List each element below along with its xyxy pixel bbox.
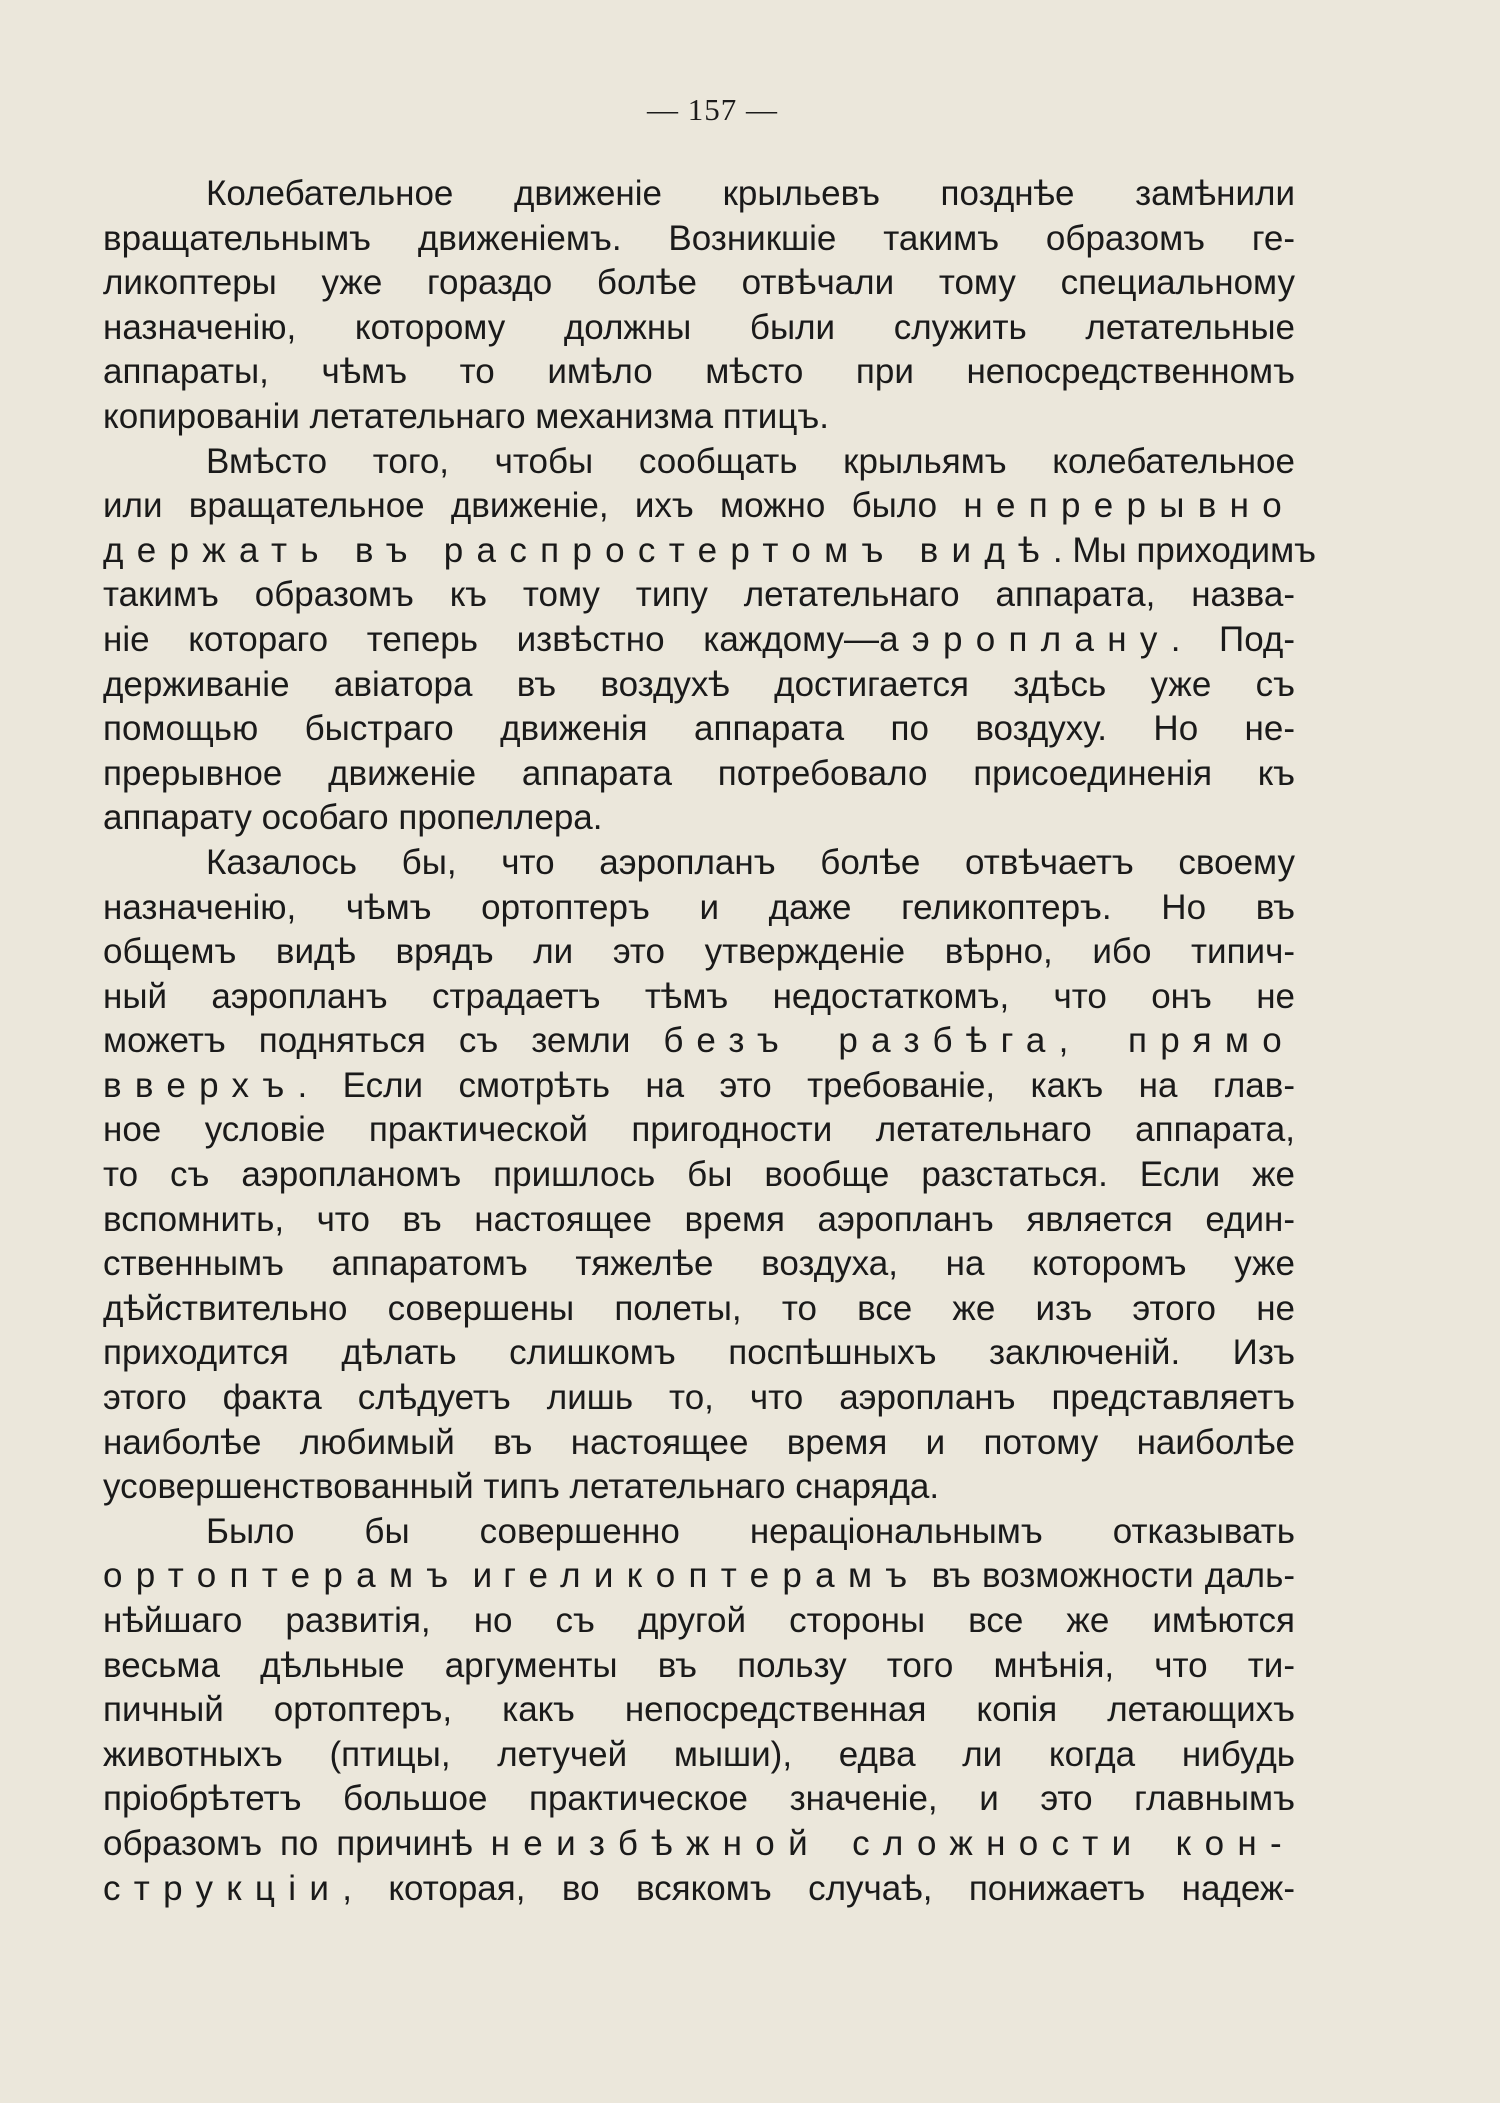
text-line bbox=[103, 975, 1295, 1020]
text-line bbox=[103, 1822, 1295, 1867]
spaced-emphasis-text: неизбѣжной сложности кон- bbox=[490, 1823, 1295, 1863]
text-line bbox=[103, 886, 1295, 931]
text-run: Казалось бы, что аэропланъ болѣе отвѣчаетъ своему bbox=[206, 842, 1295, 882]
body-text bbox=[103, 172, 1317, 1911]
text-line bbox=[103, 1599, 1295, 1644]
text-run: аппарату особаго пропеллера. bbox=[103, 798, 603, 838]
text-line bbox=[103, 350, 1295, 395]
text-line bbox=[103, 261, 1295, 306]
spaced-emphasis-text: безъ разбѣга, прямо bbox=[663, 1021, 1295, 1061]
spaced-emphasis-text: вверхъ bbox=[103, 1065, 298, 1105]
text-line bbox=[103, 1242, 1295, 1287]
text-run: Вмѣсто того, чтобы сообщать крыльямъ колебательное bbox=[206, 441, 1295, 481]
text-run: Было бы совершенно нерацiональнымъ отказывать bbox=[206, 1511, 1295, 1551]
text-run: можетъ подняться съ земли bbox=[103, 1021, 664, 1061]
text-line bbox=[103, 1644, 1295, 1689]
text-run: назначенiю, чѣмъ ортоптеръ и даже геликоптеръ. Но въ bbox=[103, 887, 1295, 927]
text-line bbox=[103, 1108, 1295, 1153]
text-line bbox=[103, 1287, 1295, 1332]
text-line bbox=[103, 1019, 1295, 1064]
text-run: ное условiе практической пригодности летательнаго аппарата, bbox=[103, 1110, 1295, 1150]
text-run: вспомнить, что въ настоящее время аэропланъ является един- bbox=[103, 1199, 1295, 1239]
text-run: и bbox=[461, 1556, 504, 1596]
paragraph bbox=[103, 1510, 1295, 1911]
text-run: животныхъ (птицы, летучей мыши), едва ли когда нибудь bbox=[103, 1734, 1295, 1774]
text-run: Колебательное движенiе крыльевъ позднѣе замѣнили bbox=[206, 174, 1295, 213]
text-run: пичный ортоптеръ, какъ непосредственная копiя летающихъ bbox=[103, 1690, 1295, 1730]
text-line bbox=[103, 1064, 1295, 1109]
text-run: усовершенствованный типъ летательнаго снаряда. bbox=[103, 1467, 940, 1507]
text-line bbox=[103, 841, 1295, 886]
text-line bbox=[103, 1421, 1295, 1466]
text-run: общемъ видѣ врядъ ли это утвержденiе вѣрно, ибо типич- bbox=[103, 932, 1295, 972]
text-line bbox=[103, 484, 1295, 529]
spaced-emphasis-text: непрерывно bbox=[963, 486, 1295, 526]
text-run: или вращательное движенiе, ихъ можно было bbox=[103, 486, 964, 526]
text-line bbox=[103, 1554, 1295, 1599]
text-run: ственнымъ аппаратомъ тяжелѣе воздуха, на которомъ уже bbox=[103, 1244, 1295, 1284]
text-line bbox=[103, 1777, 1295, 1822]
text-line bbox=[103, 440, 1295, 485]
page-number: — 157 — bbox=[647, 92, 778, 127]
text-line bbox=[103, 1331, 1295, 1376]
text-run: ный аэропланъ страдаетъ тѣмъ недостаткомъ, что онъ не bbox=[103, 976, 1295, 1016]
text-line bbox=[103, 796, 1295, 841]
text-line bbox=[103, 217, 1295, 262]
text-run: копированiи летательнаго механизма птицъ. bbox=[103, 396, 829, 436]
text-line bbox=[103, 172, 1295, 217]
text-run: прiобрѣтетъ большое практическое значенiе, и это главнымъ bbox=[103, 1779, 1295, 1819]
text-run: . Если смотрѣть на это требованiе, какъ на глав- bbox=[297, 1065, 1295, 1105]
text-line bbox=[103, 752, 1295, 797]
text-run: то съ аэропланомъ пришлось бы вообще разстаться. Если же bbox=[103, 1155, 1295, 1195]
text-run: образомъ по причинѣ bbox=[103, 1823, 491, 1863]
text-line bbox=[103, 395, 1295, 440]
paragraph bbox=[103, 841, 1295, 1510]
text-line bbox=[103, 573, 1295, 618]
text-line bbox=[103, 1733, 1295, 1778]
spaced-emphasis-text: ортоптерамъ bbox=[103, 1556, 462, 1596]
text-line bbox=[103, 529, 1317, 574]
text-run: весьма дѣльные аргументы въ пользу того мнѣнiя, что ти- bbox=[103, 1645, 1295, 1685]
text-run: наиболѣе любимый въ настоящее время и потому наиболѣе bbox=[103, 1422, 1295, 1462]
text-run: такимъ образомъ къ тому типу летательнаго аппарата, назва- bbox=[103, 575, 1295, 615]
text-line bbox=[103, 1867, 1295, 1912]
text-line bbox=[103, 1688, 1295, 1733]
text-run: . Мы приходимъ bbox=[1052, 530, 1317, 570]
text-run: въ возможности даль- bbox=[920, 1556, 1295, 1596]
text-line bbox=[103, 1465, 1295, 1510]
text-run: нiе котораго теперь извѣстно каждому— bbox=[103, 619, 880, 659]
text-run: аппараты, чѣмъ то имѣло мѣсто при непосредственномъ bbox=[103, 352, 1295, 392]
text-run: дѣйствительно совершены полеты, то все же изъ этого не bbox=[103, 1288, 1295, 1328]
spaced-emphasis-text: держать въ распростертомъ видѣ bbox=[103, 530, 1053, 570]
paragraph bbox=[103, 440, 1317, 841]
text-run: прерывное движенiе аппарата потребовало присоединенiя къ bbox=[103, 753, 1295, 793]
text-run: ликоптеры уже гораздо болѣе отвѣчали тому специальному bbox=[103, 263, 1295, 303]
text-run: этого факта слѣдуетъ лишь то, что аэропланъ представляетъ bbox=[103, 1378, 1295, 1418]
text-run: помощью быстраго движенiя аппарата по воздуху. Но не- bbox=[103, 709, 1295, 749]
text-line bbox=[103, 306, 1295, 351]
text-line bbox=[103, 1376, 1295, 1421]
text-line bbox=[103, 1153, 1295, 1198]
text-run: держиванiе авiатора въ воздухѣ достигается здѣсь уже съ bbox=[103, 664, 1295, 704]
text-line bbox=[103, 1510, 1295, 1555]
text-line bbox=[103, 707, 1295, 752]
text-run: , которая, во всякомъ случаѣ, понижаетъ надеж- bbox=[342, 1868, 1295, 1908]
text-line bbox=[103, 618, 1295, 663]
text-line bbox=[103, 1198, 1295, 1243]
text-line bbox=[103, 663, 1295, 708]
text-run: назначенiю, которому должны были служить летательные bbox=[103, 307, 1295, 347]
paragraph bbox=[103, 172, 1295, 440]
spaced-emphasis-text: геликоптерамъ bbox=[503, 1556, 921, 1596]
text-line bbox=[103, 930, 1295, 975]
text-run: нѣйшаго развитiя, но съ другой стороны все же имѣются bbox=[103, 1601, 1295, 1640]
spaced-emphasis-text: струкцiи bbox=[103, 1868, 343, 1908]
text-run: приходится дѣлать слишкомъ поспѣшныхъ заключенiй. Изъ bbox=[103, 1333, 1295, 1373]
spaced-emphasis-text: аэроплану bbox=[879, 619, 1171, 659]
text-run: . Под- bbox=[1170, 619, 1295, 659]
text-run: вращательнымъ движенiемъ. Возникшiе такимъ образомъ ге- bbox=[103, 218, 1295, 258]
